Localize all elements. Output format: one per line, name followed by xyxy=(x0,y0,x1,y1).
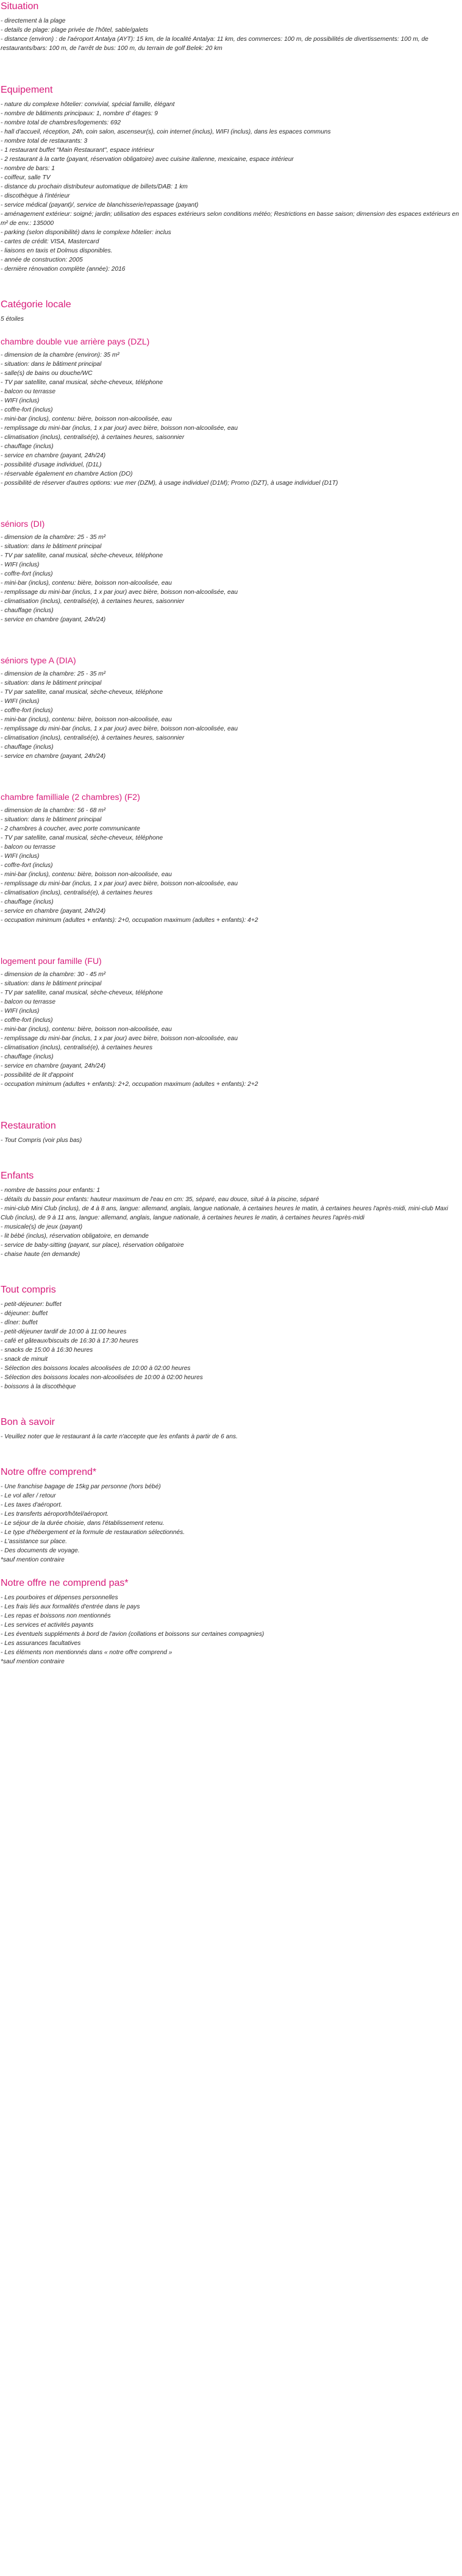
list-item: - Les transferts aéroport/hôtel/aéroport. xyxy=(1,1511,109,1518)
list-item: - détails du bassin pour enfants: hauteur maximum de l'eau en cm: 35, séparé, eau douce, situé à la piscine, séparé xyxy=(1,1196,319,1203)
list-item: - Des documents de voyage. xyxy=(1,1547,80,1554)
bon-a-savoir-list xyxy=(1,1432,460,1441)
section-equipement xyxy=(1,84,460,274)
list-item: - déjeuner: buffet xyxy=(1,1310,48,1317)
list-item: - Sélection des boissons locales non-alcoolisées de 10:00 à 02:00 heures xyxy=(1,1374,203,1381)
list-item: - balcon ou terrasse xyxy=(1,844,56,851)
room-section xyxy=(1,518,460,624)
list-item: - remplissage du mini-bar (inclus, 1 x par jour) avec bière, boisson non-alcoolisée, eau xyxy=(1,726,238,732)
room-section xyxy=(1,791,460,925)
list-item: - coffre-fort (inclus) xyxy=(1,862,53,869)
section-title-tout-compris: Tout compris xyxy=(1,1285,56,1295)
list-item: - climatisation (inclus), centralisé(e), à certaines heures, saisonnier xyxy=(1,598,185,605)
list-item: - remplissage du mini-bar (inclus, 1 x par jour) avec bière, boisson non-alcoolisée, eau xyxy=(1,880,238,887)
list-item: - liaisons en taxis et Dolmus disponibles. xyxy=(1,248,113,254)
list-item: - nombre de bâtiments principaux: 1, nombre d' étages: 9 xyxy=(1,110,158,117)
list-item: - Les pourboires et dépenses personnelles xyxy=(1,1594,118,1601)
list-item: - mini-bar (inclus), contenu: bière, boisson non-alcoolisée, eau xyxy=(1,1026,172,1033)
list-item: - coffre-fort (inclus) xyxy=(1,407,53,413)
list-item: - petit-déjeuner: buffet xyxy=(1,1301,62,1308)
list-item: - 2 restaurant à la carte (payant, réservation obligatoire) avec cuisine italienne, mexicaine, espace intérieur xyxy=(1,156,294,163)
list-item: - L'assistance sur place. xyxy=(1,1538,67,1545)
list-item: - Les taxes d'aéroport. xyxy=(1,1502,63,1508)
enfants-list xyxy=(1,1186,460,1259)
list-item: - service en chambre (payant, 24h/24) xyxy=(1,908,106,915)
list-item: - nombre de bassins pour enfants: 1 xyxy=(1,1187,101,1194)
list-item: - mini-bar (inclus), contenu: bière, boisson non-alcoolisée, eau xyxy=(1,416,172,423)
list-item: - situation: dans le bâtiment principal xyxy=(1,361,102,368)
list-item: - Une franchise bagage de 15kg par personne (hors bébé) xyxy=(1,1483,161,1490)
list-item: - dimension de la chambre: 25 - 35 m² xyxy=(1,671,106,677)
list-item: - dimension de la chambre: 56 - 68 m² xyxy=(1,807,106,814)
room-section xyxy=(1,955,460,1089)
list-item: - chauffage (inclus) xyxy=(1,744,54,751)
list-item: - année de construction: 2005 xyxy=(1,257,83,263)
list-item: - service en chambre (payant, 24h/24) xyxy=(1,1063,106,1069)
list-item: - situation: dans le bâtiment principal xyxy=(1,816,102,823)
section-title-situation: Situation xyxy=(1,1,39,12)
list-item: - Le vol aller / retour xyxy=(1,1493,56,1499)
list-item: - possibilité d'usage individuel, (D1L) xyxy=(1,462,102,468)
list-item: - Les éventuels suppléments à bord de l'avion (collations et boissons sur certaines compagnies) xyxy=(1,1631,265,1638)
list-item: - climatisation (inclus), centralisé(e), à certaines heures xyxy=(1,890,153,896)
list-item: - dîner: buffet xyxy=(1,1319,38,1326)
section-title-offre-comprend: Notre offre comprend* xyxy=(1,1467,97,1477)
list-item: - chaise haute (en demande) xyxy=(1,1251,80,1258)
situation-list xyxy=(1,16,460,53)
list-item: - snacks de 15:00 à 16:30 heures xyxy=(1,1347,93,1354)
section-tout-compris xyxy=(1,1283,460,1391)
list-item: - réservable également en chambre Action (DO) xyxy=(1,471,133,477)
list-item: - possibilité de lit d'appoint xyxy=(1,1072,74,1079)
list-item: - discothèque à l'intérieur xyxy=(1,193,70,199)
room-title: séniors type A (DIA) xyxy=(1,655,76,665)
section-title-enfants: Enfants xyxy=(1,1171,34,1181)
list-item: - parking (selon disponibilité) dans le complexe hôtelier: inclus xyxy=(1,229,171,236)
list-item: - balcon ou terrasse xyxy=(1,999,56,1005)
list-item: - Tout Compris (voir plus bas) xyxy=(1,1137,82,1144)
room-feature-list xyxy=(1,533,460,624)
list-item: 5 étoiles xyxy=(1,316,24,323)
list-item: - WIFI (inclus) xyxy=(1,698,40,705)
list-item: - situation: dans le bâtiment principal xyxy=(1,980,102,987)
list-item: - café et gâteaux/biscuits de 16:30 à 17:30 heures xyxy=(1,1338,138,1344)
list-item: - remplissage du mini-bar (inclus, 1 x par jour) avec bière, boisson non-alcoolisée, eau xyxy=(1,589,238,596)
list-item: - salle(s) de bains ou douche/WC xyxy=(1,370,93,377)
list-item: - occupation minimum (adultes + enfants): 2+0, occupation maximum (adultes + enfants): 4+2 xyxy=(1,917,258,924)
list-item: - remplissage du mini-bar (inclus, 1 x par jour) avec bière, boisson non-alcoolisée, eau xyxy=(1,425,238,432)
list-item: - balcon ou terrasse xyxy=(1,388,56,395)
list-item: - occupation minimum (adultes + enfants): 2+2, occupation maximum (adultes + enfants): 2+2 xyxy=(1,1081,258,1088)
list-item: - chauffage (inclus) xyxy=(1,1054,54,1060)
list-item: - nombre de bars: 1 xyxy=(1,165,55,172)
list-item: - 1 restaurant buffet "Main Restaurant", espace intérieur xyxy=(1,147,154,154)
list-item: - remplissage du mini-bar (inclus, 1 x par jour) avec bière, boisson non-alcoolisée, eau xyxy=(1,1035,238,1042)
section-restauration xyxy=(1,1119,460,1145)
list-item: - coffre-fort (inclus) xyxy=(1,1017,53,1024)
restauration-list xyxy=(1,1136,460,1145)
room-feature-list xyxy=(1,669,460,761)
section-offre-ne-comprend xyxy=(1,1577,460,1666)
list-item: - details de plage: plage privée de l'hôtel, sable/galets xyxy=(1,27,149,34)
room-section xyxy=(1,655,460,761)
list-item: - WIFI (inclus) xyxy=(1,562,40,568)
list-item: - service médical (payant)/, service de blanchisserie/repassage (payant) xyxy=(1,202,199,209)
list-item: - TV par satellite, canal musical, sèche-cheveux, téléphone xyxy=(1,990,163,996)
room-section xyxy=(1,336,460,488)
list-item: - 2 chambres à coucher, avec porte communicante xyxy=(1,826,140,832)
equipement-list xyxy=(1,100,460,274)
section-enfants xyxy=(1,1169,460,1259)
room-feature-list xyxy=(1,970,460,1089)
list-item: - hall d'accueil, réception, 24h, coin salon, ascenseur(s), coin internet (inclus), WIFI (inclus), dans les espaces communs xyxy=(1,129,331,135)
section-title-categorie: Catégorie locale xyxy=(1,299,71,310)
list-item: - service en chambre (payant, 24h/24) xyxy=(1,753,106,760)
list-item: - WIFI (inclus) xyxy=(1,853,40,860)
list-item: - Les frais liés aux formalités d'entrée dans le pays xyxy=(1,1604,140,1610)
list-item: - lit bébé (inclus), réservation obligatoire, en demande xyxy=(1,1233,149,1240)
list-item: *sauf mention contraire xyxy=(1,1658,65,1665)
list-item: - dernière rénovation complète (année): 2016 xyxy=(1,266,126,273)
section-offre-comprend xyxy=(1,1466,460,1565)
list-item: - Le type d'hébergement et la formule de restauration sélectionnés. xyxy=(1,1529,185,1536)
list-item: - coffre-fort (inclus) xyxy=(1,571,53,577)
list-item: - directement à la plage xyxy=(1,18,66,24)
list-item: - distance (environ) : de l'aéroport Antalya (AYT): 15 km, de la localité Antalya: 11 km, des commerces: 100 m, de possibilités de divertissements: 100 m, de restaurants/bars: 100 m, de l'arrêt de bus: 100 m, du terrain de golf Belek: 20 km xyxy=(1,36,428,52)
section-bon-a-savoir xyxy=(1,1416,460,1441)
section-title-offre-ne-comprend: Notre offre ne comprend pas* xyxy=(1,1578,129,1588)
list-item: - TV par satellite, canal musical, sèche-cheveux, téléphone xyxy=(1,552,163,559)
room-title: chambre double vue arrière pays (DZL) xyxy=(1,337,150,346)
list-item: - TV par satellite, canal musical, sèche-cheveux, téléphone xyxy=(1,379,163,386)
categorie-list xyxy=(1,315,460,324)
section-title-bon-a-savoir: Bon à savoir xyxy=(1,1417,55,1427)
list-item: - snack de minuit xyxy=(1,1356,48,1363)
list-item: - cartes de crédit: VISA, Mastercard xyxy=(1,238,99,245)
list-item: - coffre-fort (inclus) xyxy=(1,707,53,714)
offre-ne-comprend-list xyxy=(1,1593,460,1666)
room-title: chambre familliale (2 chambres) (F2) xyxy=(1,792,140,802)
room-feature-list xyxy=(1,806,460,925)
list-item: - dimension de la chambre (environ): 35 m² xyxy=(1,352,119,359)
section-situation xyxy=(1,0,460,53)
section-title-restauration: Restauration xyxy=(1,1121,56,1131)
list-item: - chauffage (inclus) xyxy=(1,607,54,614)
list-item: - nature du complexe hôtelier: convivial, spécial famille, élégant xyxy=(1,101,175,108)
list-item: - mini-bar (inclus), contenu: bière, boisson non-alcoolisée, eau xyxy=(1,716,172,723)
list-item: - nombre total de restaurants: 3 xyxy=(1,138,88,144)
list-item: - chauffage (inclus) xyxy=(1,899,54,905)
room-title: séniors (DI) xyxy=(1,519,45,529)
list-item: - dimension de la chambre: 30 - 45 m² xyxy=(1,971,106,978)
list-item: - aménagement extérieur: soigné; jardin; utilisation des espaces extérieurs selon conditions météo; Restrictions en basse saison; dimension des espaces extérieurs en m² de env.: 135000 xyxy=(1,211,460,227)
list-item: - WIFI (inclus) xyxy=(1,398,40,404)
section-title-equipement: Equipement xyxy=(1,85,53,95)
list-item: - Les repas et boissons non mentionnés xyxy=(1,1613,111,1619)
list-item: - WIFI (inclus) xyxy=(1,1008,40,1015)
list-item: - mini-bar (inclus), contenu: bière, boisson non-alcoolisée, eau xyxy=(1,580,172,587)
list-item: - Le séjour de la durée choisie, dans l'établissement retenu. xyxy=(1,1520,165,1527)
list-item: - climatisation (inclus), centralisé(e), à certaines heures xyxy=(1,1044,153,1051)
offre-comprend-list xyxy=(1,1482,460,1565)
list-item: - Veuillez noter que le restaurant à la carte n'accepte que les enfants à partir de 6 ans. xyxy=(1,1433,238,1440)
list-item: - TV par satellite, canal musical, sèche-cheveux, téléphone xyxy=(1,835,163,841)
list-item: *sauf mention contraire xyxy=(1,1557,65,1563)
list-item: - situation: dans le bâtiment principal xyxy=(1,543,102,550)
room-title: logement pour famille (FU) xyxy=(1,956,102,966)
section-categorie xyxy=(1,298,460,324)
list-item: - Les assurances facultatives xyxy=(1,1640,81,1647)
list-item: - situation: dans le bâtiment principal xyxy=(1,680,102,687)
list-item: - service de baby-sitting (payant, sur place), réservation obligatoire xyxy=(1,1242,184,1249)
tout-compris-list xyxy=(1,1300,460,1391)
list-item: - mini-bar (inclus), contenu: bière, boisson non-alcoolisée, eau xyxy=(1,871,172,878)
list-item: - coiffeur, salle TV xyxy=(1,174,51,181)
list-item: - boissons à la discothèque xyxy=(1,1383,76,1390)
list-item: - distance du prochain distributeur automatique de billets/DAB: 1 km xyxy=(1,184,188,190)
list-item: - musicale(s) de jeux (payant) xyxy=(1,1224,83,1230)
list-item: - TV par satellite, canal musical, sèche-cheveux, téléphone xyxy=(1,689,163,696)
list-item: - dimension de la chambre: 25 - 35 m² xyxy=(1,534,106,541)
list-item: - service en chambre (payant, 24h/24) xyxy=(1,616,106,623)
list-item: - possibilité de réserver d'autres options: vue mer (DZM), à usage individuel (D1M); Promo (DZT), à usage individuel (D1T) xyxy=(1,480,338,487)
list-item: - service en chambre (payant, 24h/24) xyxy=(1,452,106,459)
list-item: - Les éléments non mentionnés dans « notre offre comprend » xyxy=(1,1649,172,1656)
list-item: - climatisation (inclus), centralisé(e), à certaines heures, saisonnier xyxy=(1,735,185,741)
rooms-container xyxy=(1,336,460,1119)
list-item: - chauffage (inclus) xyxy=(1,443,54,450)
list-item: - mini-club Mini Club (inclus), de 4 à 8 ans, langue: allemand, anglais, langue nationale, à certaines heures le matin, à certaines heures l'après-midi, mini-club Maxi Club (inclus), de 9 à 11 ans, langue: allemand, anglais, langue nationale, à certaines heures le matin, à certaines heures l'après-midi xyxy=(1,1205,449,1221)
room-feature-list xyxy=(1,351,460,488)
list-item: - Les services et activités payants xyxy=(1,1622,94,1629)
list-item: - Sélection des boissons locales alcoolisées de 10:00 à 02:00 heures xyxy=(1,1365,191,1372)
list-item: - nombre total de chambres/logements: 692 xyxy=(1,120,121,126)
list-item: - climatisation (inclus), centralisé(e), à certaines heures, saisonnier xyxy=(1,434,185,441)
list-item: - petit-déjeuner tardif de 10:00 à 11:00 heures xyxy=(1,1329,127,1335)
